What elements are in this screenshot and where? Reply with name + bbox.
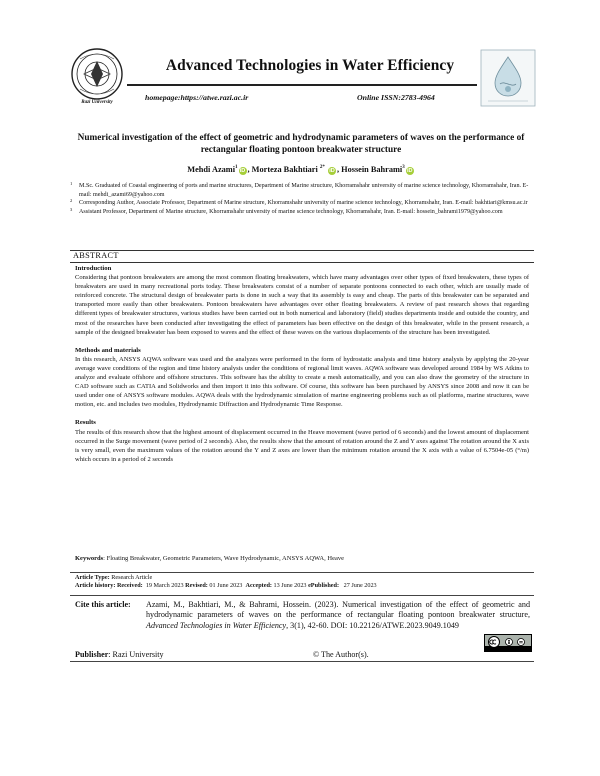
section-paragraph: In this research, ANSYS AQWA software was used and the analyzes were performed in the form of hydrostatic analysis and time history analysis by applying the 20-year average wave conditions of the region and time history analysis under the conditions of regional limit waves. AQWA software was developed around 1984 by WS Atkins to analyze and evaluate offshore and offshore structures. This software has the ability to create a mesh automatically, and you can also draw the geometry of the structure in CAD software such as CATIA and Solidworks and then import it into this software. Of course, this software has been purchased by ANSYS since 2008 and now it can be used under one of ANSYS software modules. AQWA deals with the hydrodynamic simulation of marine engineering problems such as oil platforms, marine structures, wave motion, etc. and includes two modules, Hydrodynamic Diffraction and Hydrodynamic Time Response. — [75, 355, 529, 409]
article-history: Article history: Received: 19 March 2023 Revised: 01 June 2023 Accepted: 13 June 2023 ePublished: 27 June 2023 — [75, 582, 377, 590]
article-meta — [75, 574, 529, 591]
article-title: Numerical investigation of the effect of geometric and hydrodynamic parameters of waves on the performance of rectangular floating pontoon breakwater structure — [77, 133, 525, 155]
author-sup: 1 — [235, 165, 238, 171]
affiliation-item: 3 Assistant Professor, Department of Marine structure, Khorramshahr university of marine science technology, Khorramshahr, Iran. E-mail: hossein_bahrami1979@yahoo.com — [70, 206, 503, 215]
keywords-text: Floating Breakwater, Geometric Parameters, Wave Hydrodynamic, ANSYS AQWA, Heave — [106, 555, 344, 562]
article-type: Article Type: Research Article — [75, 574, 153, 581]
creative-commons-icon — [485, 635, 531, 651]
section-heading: Methods and materials — [75, 346, 141, 354]
razi-university-logo — [70, 47, 124, 109]
author-name: Hossein Bahrami — [341, 165, 403, 174]
logo-caption: Razi University — [81, 100, 113, 105]
journal-homepage-link[interactable]: homepage:https://atwe.razi.ac.ir — [145, 93, 249, 102]
author-sup: 3 — [402, 165, 405, 171]
keywords: Keywords: Floating Breakwater, Geometric Parameters, Wave Hydrodynamic, ANSYS AQWA, Heave — [75, 555, 344, 562]
author-separator: , — [336, 165, 342, 174]
author-name: Mehdi Azami — [187, 165, 235, 174]
cc-license-badge[interactable] — [484, 634, 532, 652]
online-issn: Online ISSN:2783-4964 — [357, 93, 435, 102]
citation-text: Azami, M., Bakhtiari, M., & Bahrami, Hossein. (2023). Numerical investigation of the effect of geometric and hydrodynamic parameters of waves on the performance of rectangular floating pontoon breakwater structure, Advanced Technologies in Water Efficiency, 3(1), 42-60. DOI: 10.22126/ATWE.2023.9049.1049 — [146, 600, 530, 630]
university-emblem-icon — [70, 47, 124, 101]
divider — [70, 595, 534, 596]
keywords-label: Keywords — [75, 555, 104, 562]
affiliation-item: 1 M.Sc. Graduated of Coastal engineering of ports and marine structures, Department of Marine structure, Khorramshahr university of marine science technology, Khorramshahr, Iran. E-mail: mehdi_azami69@yahoo.com — [70, 181, 529, 198]
journal-title: Advanced Technologies in Water Efficiency — [165, 57, 455, 74]
section-paragraph: Considering that pontoon breakwaters are among the most common floating breakwaters, which have many advantages over other types of fixed breakwaters, these types of breakwaters are used in many recreational ports today. These breakwaters consist of a number of separate pontoons connected to each other, which are usually made of reinforced concrete. The structural design of breakwater parts is done in such a way that its assembly is easy and cheap. The parts of this breakwater can be separated and transported more easily than other breakwaters. Pontoon breakwaters have advantages over other floating breakwaters. A review of past research shows that regarding different types of breakwater structures, various studies have been carried out in both numerical and laboratory (field) studies departments inside and outside the country, and most of the researches have been conducted after investigating the effect of parameters has been effective on the design of this breakwater, while in the present research, a sample of the designed breakwater has been exposed to waves and the effect of these waves on the various displacements of the structure has been investigated. — [75, 274, 529, 336]
divider — [70, 661, 534, 662]
copyright: © The Author(s). — [313, 650, 369, 659]
section-heading: Introduction — [75, 265, 112, 272]
citation-label: Cite this article: — [75, 600, 131, 609]
affiliations — [70, 182, 530, 216]
section-paragraph: The results of this research show that the highest amount of displacement occurred in the Heave movement (wave period of 6 seconds) and the lowest amount of displacement occurred in the Surge movement (wave period of 2 seconds). Also, the results show that the amount of rotation around the Z and Y axes against The rotation around the X axis is very small, even the maximum values of the rotation around the Y and Z axes are lower than the minimum rotation around the X axis with a value of 6.7504e-05 (°/m) which occurs in a period of 2 seconds — [75, 428, 529, 463]
publisher: Publisher: Razi University — [75, 650, 164, 659]
journal-logo-icon — [480, 49, 536, 107]
orcid-icon[interactable]: iD — [239, 168, 246, 174]
section-heading: Results — [75, 419, 96, 427]
journal-header — [70, 47, 536, 111]
orcid-icon[interactable]: iD — [329, 168, 335, 174]
author-sup: 2* — [319, 165, 325, 171]
author-name: Morteza Bakhtiari — [251, 165, 318, 174]
abstract-body — [75, 264, 529, 464]
affiliation-item: 2 Corresponding Author, Associate Professor, Department of Marine structure, Khorramshahr university of marine science technology, Khorramshahr, Iran. E-mail: bakhtiari@kmsu.ac.ir — [70, 198, 528, 207]
abstract-heading-bar — [70, 250, 534, 263]
header-divider — [127, 84, 477, 86]
journal-cover-logo — [480, 49, 536, 107]
divider — [70, 572, 534, 573]
author-list — [70, 165, 532, 175]
abstract-heading: ABSTRACT — [73, 251, 119, 260]
author-separator: , — [247, 165, 252, 174]
orcid-icon[interactable]: iD — [406, 168, 413, 174]
